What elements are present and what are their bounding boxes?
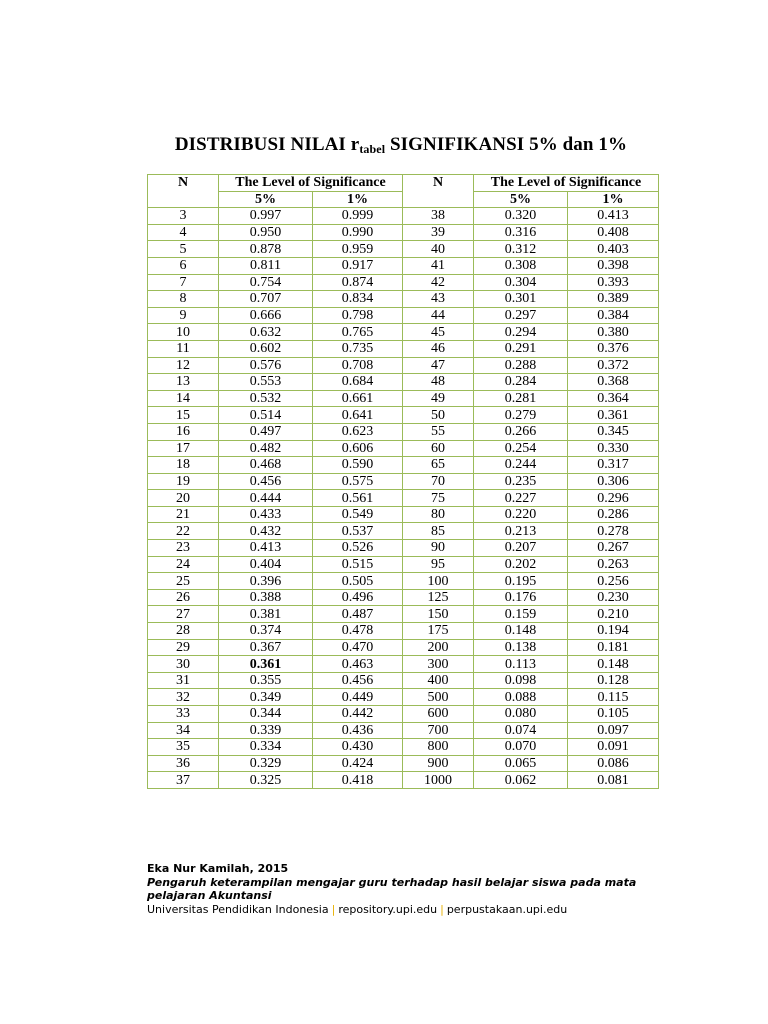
table-row xyxy=(148,506,659,523)
sig5-cell: 0.349 xyxy=(219,689,313,706)
footer-university: Universitas Pendidikan Indonesia xyxy=(147,902,329,916)
sig1-cell: 0.765 xyxy=(313,324,403,341)
sig1-cell: 0.424 xyxy=(313,755,403,772)
table-header-row xyxy=(148,175,659,192)
n-cell: 900 xyxy=(403,755,474,772)
table-row xyxy=(148,490,659,507)
n-cell: 35 xyxy=(148,739,219,756)
sig5-cell: 0.301 xyxy=(474,291,568,308)
sig1-cell: 0.128 xyxy=(568,672,659,689)
n-cell: 5 xyxy=(148,241,219,258)
n-cell: 36 xyxy=(148,755,219,772)
n-cell: 47 xyxy=(403,357,474,374)
sig5-cell: 0.878 xyxy=(219,241,313,258)
sig1-cell: 0.097 xyxy=(568,722,659,739)
sig1-cell: 0.361 xyxy=(568,407,659,424)
n-cell: 25 xyxy=(148,573,219,590)
table-row xyxy=(148,340,659,357)
table-row xyxy=(148,589,659,606)
sig5-cell: 0.468 xyxy=(219,457,313,474)
sig1-cell: 0.306 xyxy=(568,473,659,490)
sig5-cell: 0.325 xyxy=(219,772,313,789)
n-cell: 29 xyxy=(148,639,219,656)
sig5-cell: 0.334 xyxy=(219,739,313,756)
header-1-right: 1% xyxy=(568,191,659,208)
sig1-cell: 0.364 xyxy=(568,390,659,407)
table-row xyxy=(148,208,659,225)
sig5-cell: 0.148 xyxy=(474,623,568,640)
n-cell: 48 xyxy=(403,374,474,391)
sig5-cell: 0.312 xyxy=(474,241,568,258)
sig1-cell: 0.345 xyxy=(568,423,659,440)
n-cell: 40 xyxy=(403,241,474,258)
sig5-cell: 0.254 xyxy=(474,440,568,457)
table-row xyxy=(148,656,659,673)
sig1-cell: 0.256 xyxy=(568,573,659,590)
n-cell: 175 xyxy=(403,623,474,640)
sig1-cell: 0.874 xyxy=(313,274,403,291)
sig1-cell: 0.449 xyxy=(313,689,403,706)
n-cell: 75 xyxy=(403,490,474,507)
n-cell: 33 xyxy=(148,706,219,723)
table-row xyxy=(148,523,659,540)
n-cell: 200 xyxy=(403,639,474,656)
sig5-cell: 0.497 xyxy=(219,423,313,440)
n-cell: 125 xyxy=(403,589,474,606)
n-cell: 600 xyxy=(403,706,474,723)
sig1-cell: 0.834 xyxy=(313,291,403,308)
sig5-cell: 0.062 xyxy=(474,772,568,789)
sig1-cell: 0.470 xyxy=(313,639,403,656)
n-cell: 31 xyxy=(148,672,219,689)
n-cell: 12 xyxy=(148,357,219,374)
n-cell: 50 xyxy=(403,407,474,424)
n-cell: 34 xyxy=(148,722,219,739)
n-cell: 500 xyxy=(403,689,474,706)
n-cell: 7 xyxy=(148,274,219,291)
n-cell: 8 xyxy=(148,291,219,308)
n-cell: 42 xyxy=(403,274,474,291)
n-cell: 39 xyxy=(403,224,474,241)
sig5-cell: 0.195 xyxy=(474,573,568,590)
sig1-cell: 0.526 xyxy=(313,540,403,557)
table-row xyxy=(148,324,659,341)
sig1-cell: 0.330 xyxy=(568,440,659,457)
sig1-cell: 0.393 xyxy=(568,274,659,291)
header-level-right: The Level of Significance xyxy=(474,175,659,192)
sig1-cell: 0.286 xyxy=(568,506,659,523)
n-cell: 24 xyxy=(148,556,219,573)
sig1-cell: 0.278 xyxy=(568,523,659,540)
sig5-cell: 0.202 xyxy=(474,556,568,573)
sig5-cell: 0.070 xyxy=(474,739,568,756)
header-n-right: N xyxy=(403,175,474,208)
n-cell: 80 xyxy=(403,506,474,523)
n-cell: 18 xyxy=(148,457,219,474)
n-cell: 90 xyxy=(403,540,474,557)
sig5-cell: 0.244 xyxy=(474,457,568,474)
header-level-left: The Level of Significance xyxy=(219,175,403,192)
n-cell: 14 xyxy=(148,390,219,407)
sig5-cell: 0.176 xyxy=(474,589,568,606)
sig1-cell: 0.408 xyxy=(568,224,659,241)
sig1-cell: 0.372 xyxy=(568,357,659,374)
n-cell: 15 xyxy=(148,407,219,424)
sig1-cell: 0.606 xyxy=(313,440,403,457)
sig5-cell: 0.284 xyxy=(474,374,568,391)
sig1-cell: 0.418 xyxy=(313,772,403,789)
sig5-cell: 0.514 xyxy=(219,407,313,424)
sig1-cell: 0.959 xyxy=(313,241,403,258)
sig1-cell: 0.115 xyxy=(568,689,659,706)
sig5-cell: 0.344 xyxy=(219,706,313,723)
sig5-cell: 0.602 xyxy=(219,340,313,357)
sig5-cell: 0.754 xyxy=(219,274,313,291)
n-cell: 23 xyxy=(148,540,219,557)
n-cell: 9 xyxy=(148,307,219,324)
table-row xyxy=(148,672,659,689)
sig1-cell: 0.403 xyxy=(568,241,659,258)
sig5-cell: 0.138 xyxy=(474,639,568,656)
n-cell: 37 xyxy=(148,772,219,789)
footer-separator: | xyxy=(331,902,336,916)
n-cell: 150 xyxy=(403,606,474,623)
table-row xyxy=(148,623,659,640)
sig5-cell: 0.381 xyxy=(219,606,313,623)
table-row xyxy=(148,706,659,723)
sig5-cell: 0.811 xyxy=(219,257,313,274)
sig1-cell: 0.380 xyxy=(568,324,659,341)
sig1-cell: 0.181 xyxy=(568,639,659,656)
footer-separator: | xyxy=(440,902,444,916)
page-title xyxy=(0,134,768,157)
sig5-cell: 0.308 xyxy=(474,257,568,274)
sig5-cell: 0.291 xyxy=(474,340,568,357)
n-cell: 10 xyxy=(148,324,219,341)
n-cell: 46 xyxy=(403,340,474,357)
n-cell: 65 xyxy=(403,457,474,474)
n-cell: 400 xyxy=(403,672,474,689)
n-cell: 70 xyxy=(403,473,474,490)
title-main: DISTRIBUSI NILAI r xyxy=(174,134,360,155)
footer-thesis-title: Pengaruh keterampilan mengajar guru terhadap hasil belajar siswa pada mata pelajaran Akuntansi xyxy=(147,875,637,902)
sig1-cell: 0.368 xyxy=(568,374,659,391)
table-row xyxy=(148,457,659,474)
n-cell: 55 xyxy=(403,423,474,440)
sig5-cell: 0.266 xyxy=(474,423,568,440)
sig1-cell: 0.296 xyxy=(568,490,659,507)
sig1-cell: 0.456 xyxy=(313,672,403,689)
table-row xyxy=(148,374,659,391)
title-subscript: tabel xyxy=(359,142,386,156)
sig5-cell: 0.080 xyxy=(474,706,568,723)
table-row xyxy=(148,390,659,407)
n-cell: 27 xyxy=(148,606,219,623)
sig5-cell: 0.297 xyxy=(474,307,568,324)
table-row xyxy=(148,407,659,424)
sig1-cell: 0.230 xyxy=(568,589,659,606)
sig5-cell: 0.235 xyxy=(474,473,568,490)
table-row xyxy=(148,639,659,656)
sig5-cell: 0.576 xyxy=(219,357,313,374)
sig5-cell: 0.456 xyxy=(219,473,313,490)
sig5-cell: 0.707 xyxy=(219,291,313,308)
sig1-cell: 0.735 xyxy=(313,340,403,357)
table-row xyxy=(148,423,659,440)
header-5-left: 5% xyxy=(219,191,313,208)
sig1-cell: 0.708 xyxy=(313,357,403,374)
n-cell: 6 xyxy=(148,257,219,274)
sig5-cell: 0.113 xyxy=(474,656,568,673)
sig5-cell: 0.404 xyxy=(219,556,313,573)
sig5-cell: 0.288 xyxy=(474,357,568,374)
n-cell: 19 xyxy=(148,473,219,490)
sig1-cell: 0.384 xyxy=(568,307,659,324)
n-cell: 28 xyxy=(148,623,219,640)
sig1-cell: 0.537 xyxy=(313,523,403,540)
sig5-cell: 0.396 xyxy=(219,573,313,590)
sig1-cell: 0.798 xyxy=(313,307,403,324)
sig5-cell: 0.207 xyxy=(474,540,568,557)
footer-author: Eka Nur Kamilah, 2015 xyxy=(147,862,289,875)
sig5-cell: 0.227 xyxy=(474,490,568,507)
sig1-cell: 0.505 xyxy=(313,573,403,590)
n-cell: 22 xyxy=(148,523,219,540)
sig5-cell: 0.329 xyxy=(219,755,313,772)
table-row xyxy=(148,307,659,324)
sig1-cell: 0.478 xyxy=(313,623,403,640)
sig1-cell: 0.194 xyxy=(568,623,659,640)
sig1-cell: 0.661 xyxy=(313,390,403,407)
n-cell: 45 xyxy=(403,324,474,341)
table-row xyxy=(148,573,659,590)
n-cell: 300 xyxy=(403,656,474,673)
table-row xyxy=(148,274,659,291)
n-cell: 3 xyxy=(148,208,219,225)
sig5-cell: 0.355 xyxy=(219,672,313,689)
table-row xyxy=(148,540,659,557)
sig1-cell: 0.398 xyxy=(568,257,659,274)
sig5-cell: 0.553 xyxy=(219,374,313,391)
n-cell: 30 xyxy=(148,656,219,673)
header-5-right: 5% xyxy=(474,191,568,208)
sig1-cell: 0.081 xyxy=(568,772,659,789)
sig5-cell: 0.304 xyxy=(474,274,568,291)
n-cell: 41 xyxy=(403,257,474,274)
r-table xyxy=(147,174,659,789)
n-cell: 4 xyxy=(148,224,219,241)
n-cell: 21 xyxy=(148,506,219,523)
sig1-cell: 0.436 xyxy=(313,722,403,739)
n-cell: 60 xyxy=(403,440,474,457)
sig1-cell: 0.990 xyxy=(313,224,403,241)
sig5-cell: 0.213 xyxy=(474,523,568,540)
sig1-cell: 0.496 xyxy=(313,589,403,606)
sig5-cell: 0.532 xyxy=(219,390,313,407)
table-row xyxy=(148,739,659,756)
n-cell: 17 xyxy=(148,440,219,457)
sig1-cell: 0.561 xyxy=(313,490,403,507)
n-cell: 800 xyxy=(403,739,474,756)
title-suffix: SIGNIFIKANSI 5% dan 1% xyxy=(385,134,628,155)
sig1-cell: 0.413 xyxy=(568,208,659,225)
sig1-cell: 0.549 xyxy=(313,506,403,523)
sig1-cell: 0.148 xyxy=(568,656,659,673)
n-cell: 85 xyxy=(403,523,474,540)
sig5-cell: 0.220 xyxy=(474,506,568,523)
table-row xyxy=(148,722,659,739)
sig5-cell: 0.413 xyxy=(219,540,313,557)
sig5-cell: 0.997 xyxy=(219,208,313,225)
sig1-cell: 0.376 xyxy=(568,340,659,357)
sig1-cell: 0.590 xyxy=(313,457,403,474)
sig5-cell: 0.367 xyxy=(219,639,313,656)
table-row xyxy=(148,257,659,274)
table-row xyxy=(148,241,659,258)
sig1-cell: 0.389 xyxy=(568,291,659,308)
sig5-cell: 0.950 xyxy=(219,224,313,241)
sig1-cell: 0.091 xyxy=(568,739,659,756)
sig5-cell: 0.316 xyxy=(474,224,568,241)
sig5-cell: 0.320 xyxy=(474,208,568,225)
n-cell: 1000 xyxy=(403,772,474,789)
sig5-cell: 0.294 xyxy=(474,324,568,341)
sig5-cell: 0.279 xyxy=(474,407,568,424)
n-cell: 20 xyxy=(148,490,219,507)
sig1-cell: 0.105 xyxy=(568,706,659,723)
table-body xyxy=(148,208,659,789)
n-cell: 43 xyxy=(403,291,474,308)
sig5-cell: 0.632 xyxy=(219,324,313,341)
sig1-cell: 0.487 xyxy=(313,606,403,623)
footer-links xyxy=(147,903,667,917)
sig1-cell: 0.641 xyxy=(313,407,403,424)
sig1-cell: 0.430 xyxy=(313,739,403,756)
sig5-cell: 0.666 xyxy=(219,307,313,324)
sig5-cell: 0.433 xyxy=(219,506,313,523)
footer-library-link[interactable]: perpustakaan.upi.edu xyxy=(446,902,568,916)
sig1-cell: 0.917 xyxy=(313,257,403,274)
sig1-cell: 0.086 xyxy=(568,755,659,772)
sig5-cell: 0.065 xyxy=(474,755,568,772)
table-row xyxy=(148,556,659,573)
sig1-cell: 0.575 xyxy=(313,473,403,490)
sig1-cell: 0.442 xyxy=(313,706,403,723)
header-1-left: 1% xyxy=(313,191,403,208)
n-cell: 16 xyxy=(148,423,219,440)
n-cell: 38 xyxy=(403,208,474,225)
table-row xyxy=(148,755,659,772)
n-cell: 32 xyxy=(148,689,219,706)
sig1-cell: 0.263 xyxy=(568,556,659,573)
table-row xyxy=(148,606,659,623)
sig5-cell: 0.098 xyxy=(474,672,568,689)
n-cell: 26 xyxy=(148,589,219,606)
sig1-cell: 0.267 xyxy=(568,540,659,557)
sig5-cell: 0.361 xyxy=(219,656,313,673)
sig5-cell: 0.159 xyxy=(474,606,568,623)
table-row xyxy=(148,440,659,457)
sig1-cell: 0.317 xyxy=(568,457,659,474)
sig1-cell: 0.999 xyxy=(313,208,403,225)
sig1-cell: 0.515 xyxy=(313,556,403,573)
sig5-cell: 0.482 xyxy=(219,440,313,457)
table-row xyxy=(148,772,659,789)
sig1-cell: 0.684 xyxy=(313,374,403,391)
footer-repository-link[interactable]: repository.upi.edu xyxy=(338,902,438,916)
table-row xyxy=(148,473,659,490)
table-row xyxy=(148,224,659,241)
table-row xyxy=(148,689,659,706)
n-cell: 13 xyxy=(148,374,219,391)
n-cell: 700 xyxy=(403,722,474,739)
sig5-cell: 0.432 xyxy=(219,523,313,540)
sig5-cell: 0.374 xyxy=(219,623,313,640)
n-cell: 100 xyxy=(403,573,474,590)
sig5-cell: 0.388 xyxy=(219,589,313,606)
n-cell: 44 xyxy=(403,307,474,324)
header-n-left: N xyxy=(148,175,219,208)
n-cell: 95 xyxy=(403,556,474,573)
table-row xyxy=(148,291,659,308)
sig5-cell: 0.074 xyxy=(474,722,568,739)
table-row xyxy=(148,357,659,374)
n-cell: 11 xyxy=(148,340,219,357)
sig5-cell: 0.281 xyxy=(474,390,568,407)
footer xyxy=(147,862,667,916)
sig1-cell: 0.623 xyxy=(313,423,403,440)
sig1-cell: 0.210 xyxy=(568,606,659,623)
sig5-cell: 0.088 xyxy=(474,689,568,706)
n-cell: 49 xyxy=(403,390,474,407)
sig5-cell: 0.339 xyxy=(219,722,313,739)
sig5-cell: 0.444 xyxy=(219,490,313,507)
sig1-cell: 0.463 xyxy=(313,656,403,673)
